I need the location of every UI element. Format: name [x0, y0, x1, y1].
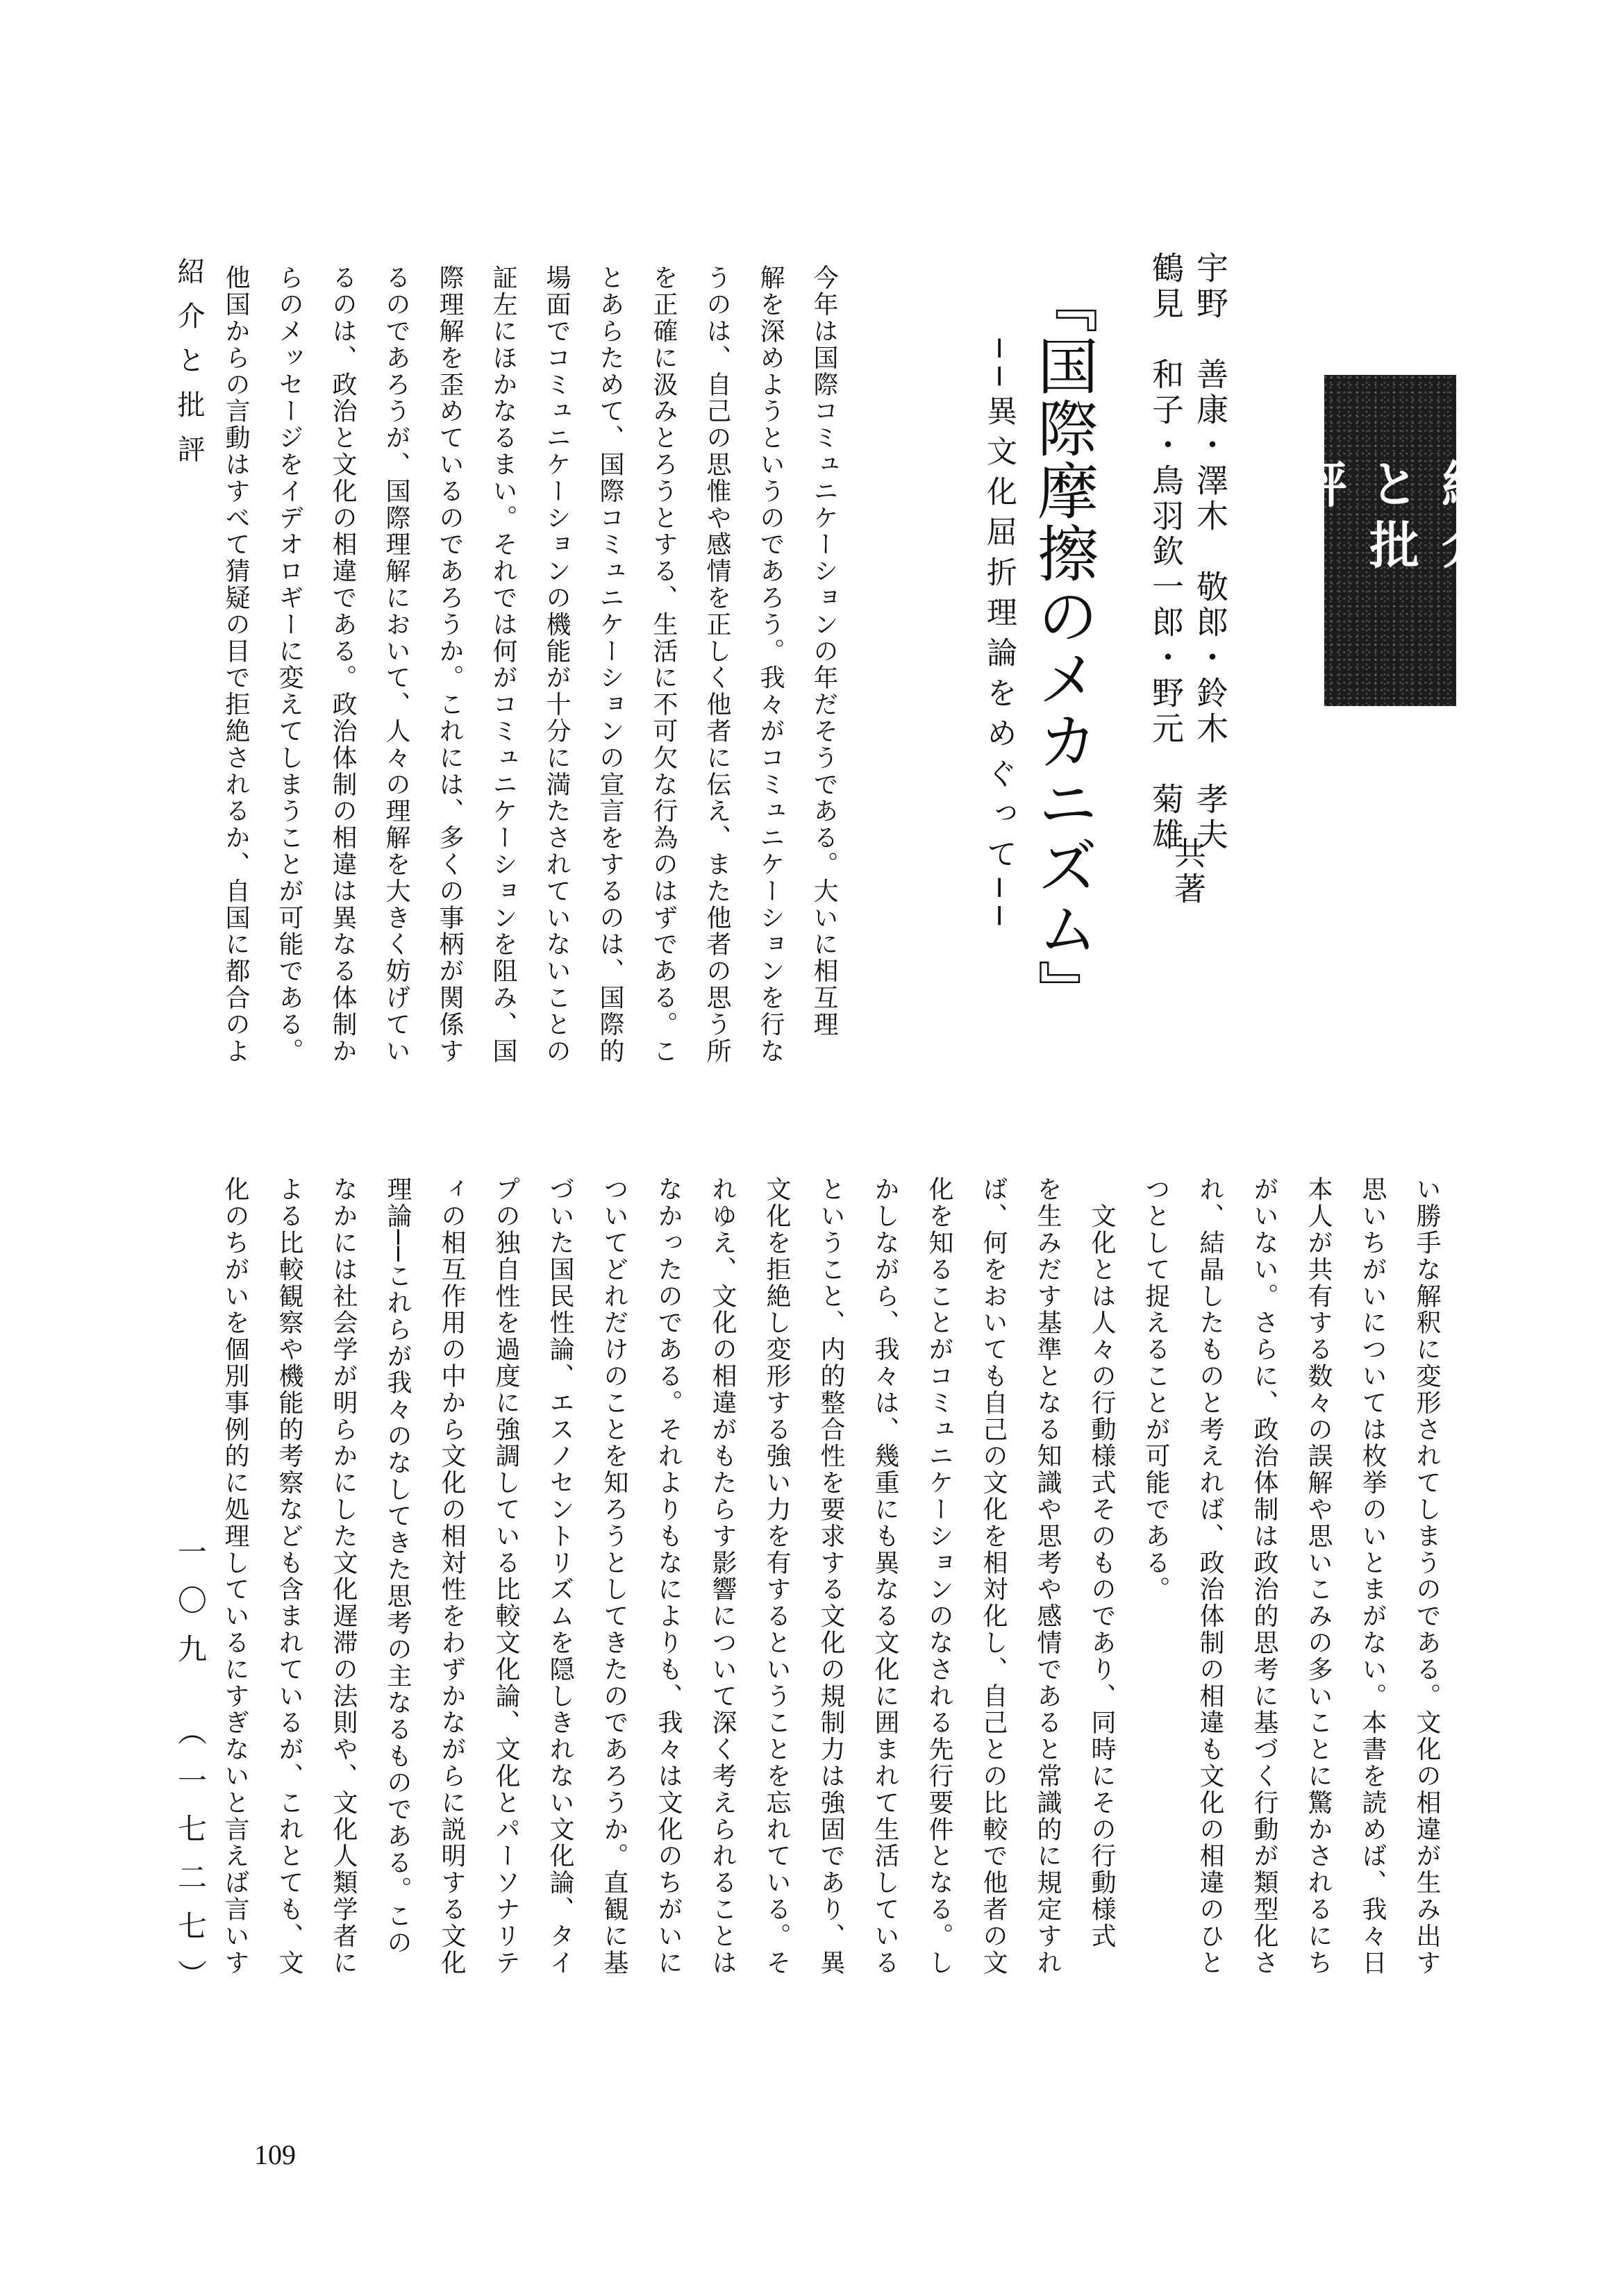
text-column: るのであろうが、国際理解において、人々の理解を大きく妨げてい	[382, 265, 410, 1064]
text-column: ということ、内的整合性を要求する文化の規制力は強固であり、異	[817, 1176, 845, 1976]
kanji-page-number: 一〇九 （一七二七）	[174, 1536, 208, 2008]
running-header: 紹介と批評	[173, 257, 205, 479]
text-column: 本人が共有する数々の誤解や思いこみの多いことに驚かされるにち	[1304, 1176, 1333, 1976]
text-column: 文化とは人々の行動様式そのものであり、同時にその行動様式	[1087, 1176, 1116, 1950]
book-subtitle: ──異文化屈折理論をめぐって──	[981, 339, 1017, 935]
text-column: ィの相互作用の中から文化の相対性をわずかながらに説明する文化	[437, 1176, 466, 1976]
text-column: 化のちがいを個別事例的に処理しているにすぎないと言えば言いす	[221, 1176, 249, 1976]
text-column: とあらためて、国際コミュニケーションの宣言をするのは、国際的	[596, 265, 624, 1064]
authors-line-1: 宇野 善康・澤木 敬郎・鈴木 孝夫	[1192, 251, 1229, 853]
text-column: つとして捉えることが可能である。	[1142, 1176, 1170, 1603]
text-column: 解を深めようというのであろう。我々がコミュニケーションを行な	[756, 265, 785, 1064]
text-column: らのメッセージをイデオロギーに変えてしまうことが可能である。	[275, 265, 303, 1064]
text-column: 今年は国際コミュニケーションの年だそうである。大いに相互理	[810, 265, 838, 1038]
text-column: なかったのである。それよりもなによりも、我々は文化のちがいに	[654, 1176, 683, 1976]
text-column: 際理解を歪めているのであろうか。これには、多くの事柄が関係す	[435, 265, 464, 1064]
text-column: れ、結晶したものと考えれば、政治体制の相違も文化の相違のひと	[1196, 1176, 1224, 1976]
text-column: 文化を拒絶し変形する強い力を有するということを忘れている。そ	[762, 1176, 791, 1976]
text-column: がいない。さらに、政治体制は政治的思考に基づく行動が類型化さ	[1250, 1176, 1278, 1976]
text-column: 証左にほかなるまい。それでは何がコミュニケーションを阻み、国	[489, 265, 517, 1064]
section-badge-label: 紹介と批評	[1289, 458, 1492, 580]
text-column: よる比較観察や機能的考察なども含まれているが、これとても、文	[275, 1176, 303, 1976]
text-column: ついてどれだけのことを知ろうとしてきたのであろうか。直観に基	[600, 1176, 628, 1976]
text-column: プの独自性を過度に強調している比較文化論、文化とパーソナリテ	[492, 1176, 520, 1976]
text-column: るのは、政治と文化の相違である。政治体制の相違は異なる体制か	[328, 265, 357, 1064]
authors-role: 共著	[1169, 837, 1207, 907]
text-column: を生みだす基準となる知識や思考や感情であると常識的に規定すれ	[1033, 1176, 1062, 1976]
text-column: 他国からの言動はすべて猜疑の目で拒絶されるか、自国に都合のよ	[222, 265, 250, 1064]
section-badge	[1289, 375, 1492, 706]
text-column: なかには社会学が明らかにした文化遅滞の法則や、文化人類学者に	[329, 1176, 358, 1976]
text-column: れゆえ、文化の相違がもたらす影響について深く考えられることは	[708, 1176, 737, 1976]
lower-body-text	[208, 1176, 1453, 2031]
text-column: ば、何をおいても自己の文化を相対化し、自己との比較で他者の文	[979, 1176, 1008, 1976]
book-title: 『国際摩擦のメカニズム』	[1028, 272, 1099, 1022]
text-column: かしながら、我々は、幾重にも異なる文化に囲まれて生活している	[871, 1176, 899, 1976]
page-number: 109	[254, 2139, 296, 2170]
text-column: うのは、自己の思惟や感情を正しく他者に伝え、また他者の思う所	[703, 265, 731, 1064]
authors-line-2: 鶴見 和子・鳥羽欽一郎・野元 菊雄	[1147, 251, 1185, 853]
upper-body-text	[209, 265, 851, 1120]
text-column: 場面でコミュニケーションの機能が十分に満たされていないことの	[542, 265, 571, 1064]
text-column: 理論──これらが我々のなしてきた思考の主なるものである。この	[383, 1176, 412, 1956]
text-column: 化を知ることがコミュニケーションのなされる先行要件となる。し	[925, 1176, 953, 1976]
text-column: づいた国民性論、エスノセントリズムを隠しきれない文化論、タイ	[546, 1176, 574, 1976]
text-column: い勝手な解釈に変形されてしまうのである。文化の相違が生み出す	[1412, 1176, 1441, 1976]
text-column: 思いちがいについては枚挙のいとまがない。本書を読めば、我々日	[1358, 1176, 1387, 1976]
text-column: を正確に汲みとろうとする、生活に不可欠な行為のはずである。こ	[649, 265, 678, 1064]
